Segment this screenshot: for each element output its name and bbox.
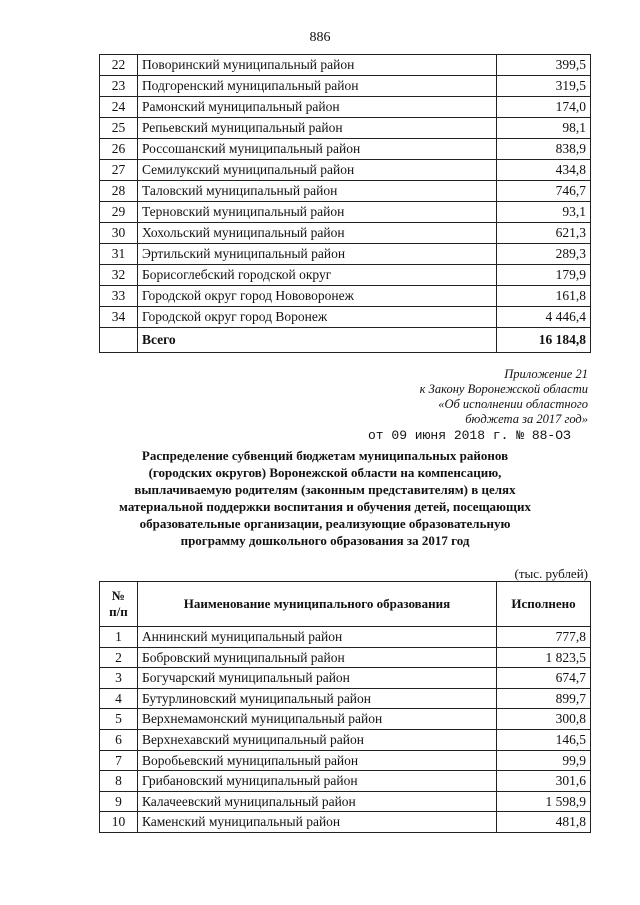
table-row [100, 627, 591, 648]
page-number: 886 [309, 30, 331, 45]
row-number: 1 [100, 627, 138, 648]
law-reference: от 09 июня 2018 г. № 88-ОЗ [368, 428, 571, 443]
header-num-line: № [111, 588, 125, 603]
total-empty-cell [100, 328, 138, 353]
row-value: 399,5 [497, 55, 591, 76]
table-row [100, 181, 591, 202]
row-value: 301,6 [497, 771, 591, 792]
municipality-name: Борисоглебский городской округ [137, 265, 496, 286]
municipality-name: Подгоренский муниципальный район [137, 76, 496, 97]
table-header-row [100, 582, 591, 627]
municipality-name: Рамонский муниципальный район [137, 97, 496, 118]
title-line: (городских округов) Воронежской области на компенсацию, [148, 465, 502, 480]
row-number: 4 [100, 688, 138, 709]
table-row [100, 244, 591, 265]
row-number: 27 [100, 160, 138, 181]
row-number: 22 [100, 55, 138, 76]
table-continuation [99, 54, 591, 353]
header-value: Исполнено [497, 582, 591, 627]
table-row [100, 202, 591, 223]
municipality-name: Россошанский муниципальный район [137, 139, 496, 160]
table-row [100, 709, 591, 730]
subventions-table [99, 581, 591, 833]
row-number: 24 [100, 97, 138, 118]
table-row [100, 750, 591, 771]
document-title [90, 447, 560, 549]
municipality-name: Семилукский муниципальный район [137, 160, 496, 181]
table-row [100, 265, 591, 286]
row-value: 1 598,9 [497, 791, 591, 812]
row-number: 6 [100, 729, 138, 750]
municipality-name: Бобровский муниципальный район [137, 647, 496, 668]
table-row [100, 791, 591, 812]
row-value: 746,7 [497, 181, 591, 202]
municipality-name: Калачеевский муниципальный район [137, 791, 496, 812]
title-line: выплачиваемую родителям (законным представителям) в целях [134, 482, 516, 497]
municipality-name: Каменский муниципальный район [137, 812, 496, 833]
table-row [100, 812, 591, 833]
municipality-name: Аннинский муниципальный район [137, 627, 496, 648]
table-row [100, 160, 591, 181]
row-number: 28 [100, 181, 138, 202]
row-value: 621,3 [497, 223, 591, 244]
row-value: 674,7 [497, 668, 591, 689]
table-row [100, 729, 591, 750]
subventions-table-body [100, 627, 591, 833]
appendix-note [420, 367, 588, 427]
row-value: 146,5 [497, 729, 591, 750]
header-num-line: п/п [109, 604, 128, 619]
row-number: 33 [100, 286, 138, 307]
table-row [100, 647, 591, 668]
units-label: (тыс. рублей) [514, 566, 588, 581]
municipality-name: Воробьевский муниципальный район [137, 750, 496, 771]
row-value: 93,1 [497, 202, 591, 223]
table-row [100, 118, 591, 139]
row-number: 32 [100, 265, 138, 286]
row-number: 2 [100, 647, 138, 668]
municipality-name: Хохольский муниципальный район [137, 223, 496, 244]
row-value: 99,9 [497, 750, 591, 771]
table-continuation-body [100, 55, 591, 353]
municipality-name: Богучарский муниципальный район [137, 668, 496, 689]
table-row [100, 307, 591, 328]
row-value: 838,9 [497, 139, 591, 160]
table-row [100, 286, 591, 307]
municipality-name: Терновский муниципальный район [137, 202, 496, 223]
row-number: 26 [100, 139, 138, 160]
row-number: 34 [100, 307, 138, 328]
row-value: 289,3 [497, 244, 591, 265]
table-row [100, 688, 591, 709]
appendix-line: «Об исполнении областного [438, 397, 588, 411]
row-number: 30 [100, 223, 138, 244]
appendix-line: бюджета за 2017 год» [465, 412, 588, 426]
row-value: 1 823,5 [497, 647, 591, 668]
title-line: Распределение субвенций бюджетам муниципальных районов [141, 448, 509, 463]
row-value: 481,8 [497, 812, 591, 833]
row-number: 29 [100, 202, 138, 223]
municipality-name: Таловский муниципальный район [137, 181, 496, 202]
appendix-line: к Закону Воронежской области [419, 382, 588, 396]
row-number: 7 [100, 750, 138, 771]
row-value: 179,9 [497, 265, 591, 286]
table-row [100, 771, 591, 792]
row-value: 434,8 [497, 160, 591, 181]
table-row [100, 76, 591, 97]
municipality-name: Бутурлиновский муниципальный район [137, 688, 496, 709]
table-row [100, 97, 591, 118]
row-value: 4 446,4 [497, 307, 591, 328]
header-name: Наименование муниципального образования [137, 582, 496, 627]
row-value: 899,7 [497, 688, 591, 709]
municipality-name: Верхнемамонский муниципальный район [137, 709, 496, 730]
title-line: образовательные организации, реализующие образовательную [139, 516, 511, 531]
table-row [100, 223, 591, 244]
row-value: 161,8 [497, 286, 591, 307]
row-value: 300,8 [497, 709, 591, 730]
row-value: 319,5 [497, 76, 591, 97]
title-line: программу дошкольного образования за 2017 год [180, 533, 470, 548]
row-number: 31 [100, 244, 138, 265]
title-line: материальной поддержки воспитания и обучения детей, посещающих [119, 499, 531, 514]
municipality-name: Городской округ город Воронеж [137, 307, 496, 328]
row-number: 25 [100, 118, 138, 139]
total-row [100, 328, 591, 353]
municipality-name: Поворинский муниципальный район [137, 55, 496, 76]
municipality-name: Городской округ город Нововоронеж [137, 286, 496, 307]
row-value: 174,0 [497, 97, 591, 118]
row-number: 8 [100, 771, 138, 792]
row-number: 23 [100, 76, 138, 97]
row-number: 5 [100, 709, 138, 730]
municipality-name: Эртильский муниципальный район [137, 244, 496, 265]
row-number: 3 [100, 668, 138, 689]
row-value: 98,1 [497, 118, 591, 139]
municipality-name: Верхнехавский муниципальный район [137, 729, 496, 750]
row-number: 10 [100, 812, 138, 833]
table-row [100, 55, 591, 76]
table-row [100, 668, 591, 689]
header-num [100, 582, 138, 627]
municipality-name: Репьевский муниципальный район [137, 118, 496, 139]
row-number: 9 [100, 791, 138, 812]
total-label: Всего [137, 328, 496, 353]
municipality-name: Грибановский муниципальный район [137, 771, 496, 792]
appendix-line: Приложение 21 [504, 367, 588, 381]
total-value: 16 184,8 [497, 328, 591, 353]
table-row [100, 139, 591, 160]
row-value: 777,8 [497, 627, 591, 648]
